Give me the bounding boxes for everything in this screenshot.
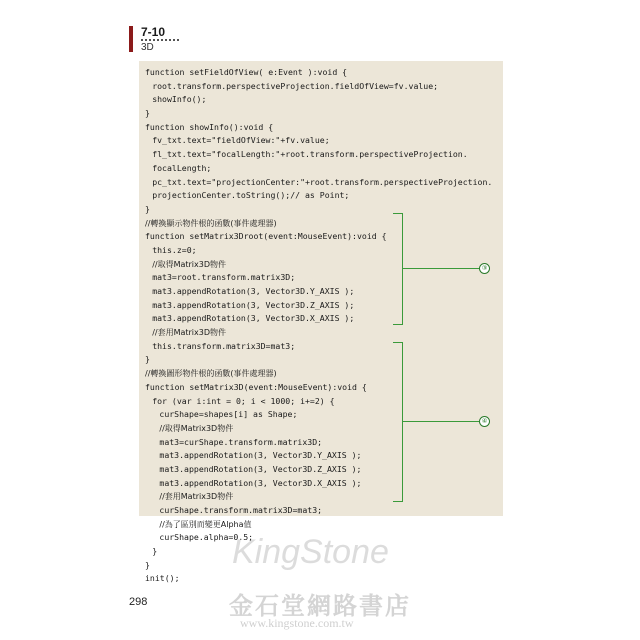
code-text: this.transform.matrix3D=mat3; [152, 340, 296, 351]
bracket-4-pointer [403, 421, 479, 422]
code-line [139, 189, 503, 203]
code-text: function setMatrix3Droot(event:MouseEvent):void { [145, 231, 387, 242]
code-text: //取得Matrix3D物件 [159, 423, 234, 433]
code-line [139, 463, 503, 477]
code-text: //為了區別而變更Alpha值 [159, 519, 252, 529]
code-line [139, 504, 503, 518]
annotation-marker-3: ③ [479, 263, 490, 274]
code-line [139, 148, 503, 162]
code-line [139, 162, 503, 176]
code-line [139, 66, 503, 80]
header-dotted-rule [141, 39, 179, 41]
code-text: //轉換顯示物件根的函數(事件處理器) [145, 218, 277, 228]
code-comment-line [139, 326, 503, 340]
code-comment-line [139, 258, 503, 272]
code-line [139, 340, 503, 354]
code-text: init(); [145, 573, 180, 584]
code-line [139, 80, 503, 94]
bracket-3-pointer [403, 268, 479, 269]
code-text: function setMatrix3D(event:MouseEvent):void { [145, 381, 367, 392]
code-text: //套用Matrix3D物件 [159, 492, 234, 502]
bracket-4 [393, 342, 403, 502]
code-text: } [152, 546, 158, 557]
code-text: curShape.transform.matrix3D=mat3; [159, 505, 323, 515]
code-text: function showInfo():void { [145, 121, 274, 132]
code-text: mat3.appendRotation(3, Vector3D.X_AXIS ); [159, 477, 362, 488]
watermark-brand: KingStone [232, 533, 389, 571]
annotation-marker-4: ④ [479, 416, 490, 427]
watermark-url: www.kingstone.com.tw [240, 616, 354, 630]
code-text: mat3.appendRotation(3, Vector3D.Y_AXIS ); [152, 286, 355, 296]
code-text: curShape=shapes[i] as Shape; [159, 409, 298, 420]
code-line [139, 449, 503, 463]
code-text: root.transform.perspectiveProjection.fieldOfView=fv.value; [152, 80, 439, 91]
bracket-3 [393, 213, 403, 325]
code-text: } [145, 354, 150, 365]
code-line [139, 312, 503, 326]
code-comment-line [139, 490, 503, 504]
code-text: mat3=curShape.transform.matrix3D; [159, 436, 323, 447]
code-comment-line [139, 367, 503, 381]
code-line [139, 203, 503, 217]
code-line [139, 381, 503, 395]
code-text: curShape.alpha=0.5; [159, 532, 254, 543]
code-text: fl_txt.text="focalLength:"+root.transform.perspectiveProjection. [152, 149, 468, 160]
section-label: 3D [141, 42, 154, 53]
section-number: 7-10 [141, 25, 166, 39]
code-line [139, 395, 503, 409]
code-text: for (var i:int = 0; i < 1000; i+=2) { [152, 395, 335, 406]
code-text: showInfo(); [152, 94, 207, 105]
code-text: //轉換圖形物件根的函數(事件處理器) [145, 369, 277, 379]
code-text: pc_txt.text="projectionCenter:"+root.transform.perspectiveProjection. [152, 176, 493, 187]
code-line [139, 299, 503, 313]
code-text: fv_txt.text="fieldOfView:"+fv.value; [152, 135, 330, 146]
code-text: function setFieldOfView( e:Event ):void { [145, 67, 348, 77]
code-comment-line [139, 518, 503, 532]
code-text: } [145, 559, 150, 570]
code-line [139, 244, 503, 258]
code-comment-line [139, 422, 503, 436]
code-text: mat3.appendRotation(3, Vector3D.Y_AXIS ); [159, 450, 362, 461]
code-line [139, 285, 503, 299]
code-text: mat3=root.transform.matrix3D; [152, 272, 296, 283]
code-line [139, 436, 503, 450]
code-text: mat3.appendRotation(3, Vector3D.Z_AXIS ); [159, 463, 362, 474]
code-text: focalLength; [152, 162, 212, 173]
code-line [139, 353, 503, 367]
code-text: projectionCenter.toString();// as Point; [152, 190, 350, 201]
code-text: mat3.appendRotation(3, Vector3D.Z_AXIS ); [152, 299, 355, 310]
code-line [139, 121, 503, 135]
code-text: //套用Matrix3D物件 [152, 328, 227, 338]
code-line [139, 93, 503, 107]
code-line [139, 271, 503, 285]
watermark-chinese: 金石堂網路書店 [229, 591, 411, 620]
code-text: this.z=0; [152, 244, 197, 255]
code-line [139, 572, 503, 586]
code-line [139, 477, 503, 491]
code-line [139, 107, 503, 121]
code-line [139, 230, 503, 244]
code-line [139, 408, 503, 422]
code-line [139, 176, 503, 190]
code-line [139, 134, 503, 148]
code-text: } [145, 203, 150, 214]
code-lines [139, 66, 503, 586]
header-accent-bar [129, 26, 133, 52]
page-number: 298 [129, 596, 148, 608]
code-text: mat3.appendRotation(3, Vector3D.X_AXIS ); [152, 313, 355, 324]
code-text: //取得Matrix3D物件 [152, 259, 227, 269]
code-text: } [145, 108, 150, 119]
code-comment-line [139, 217, 503, 231]
